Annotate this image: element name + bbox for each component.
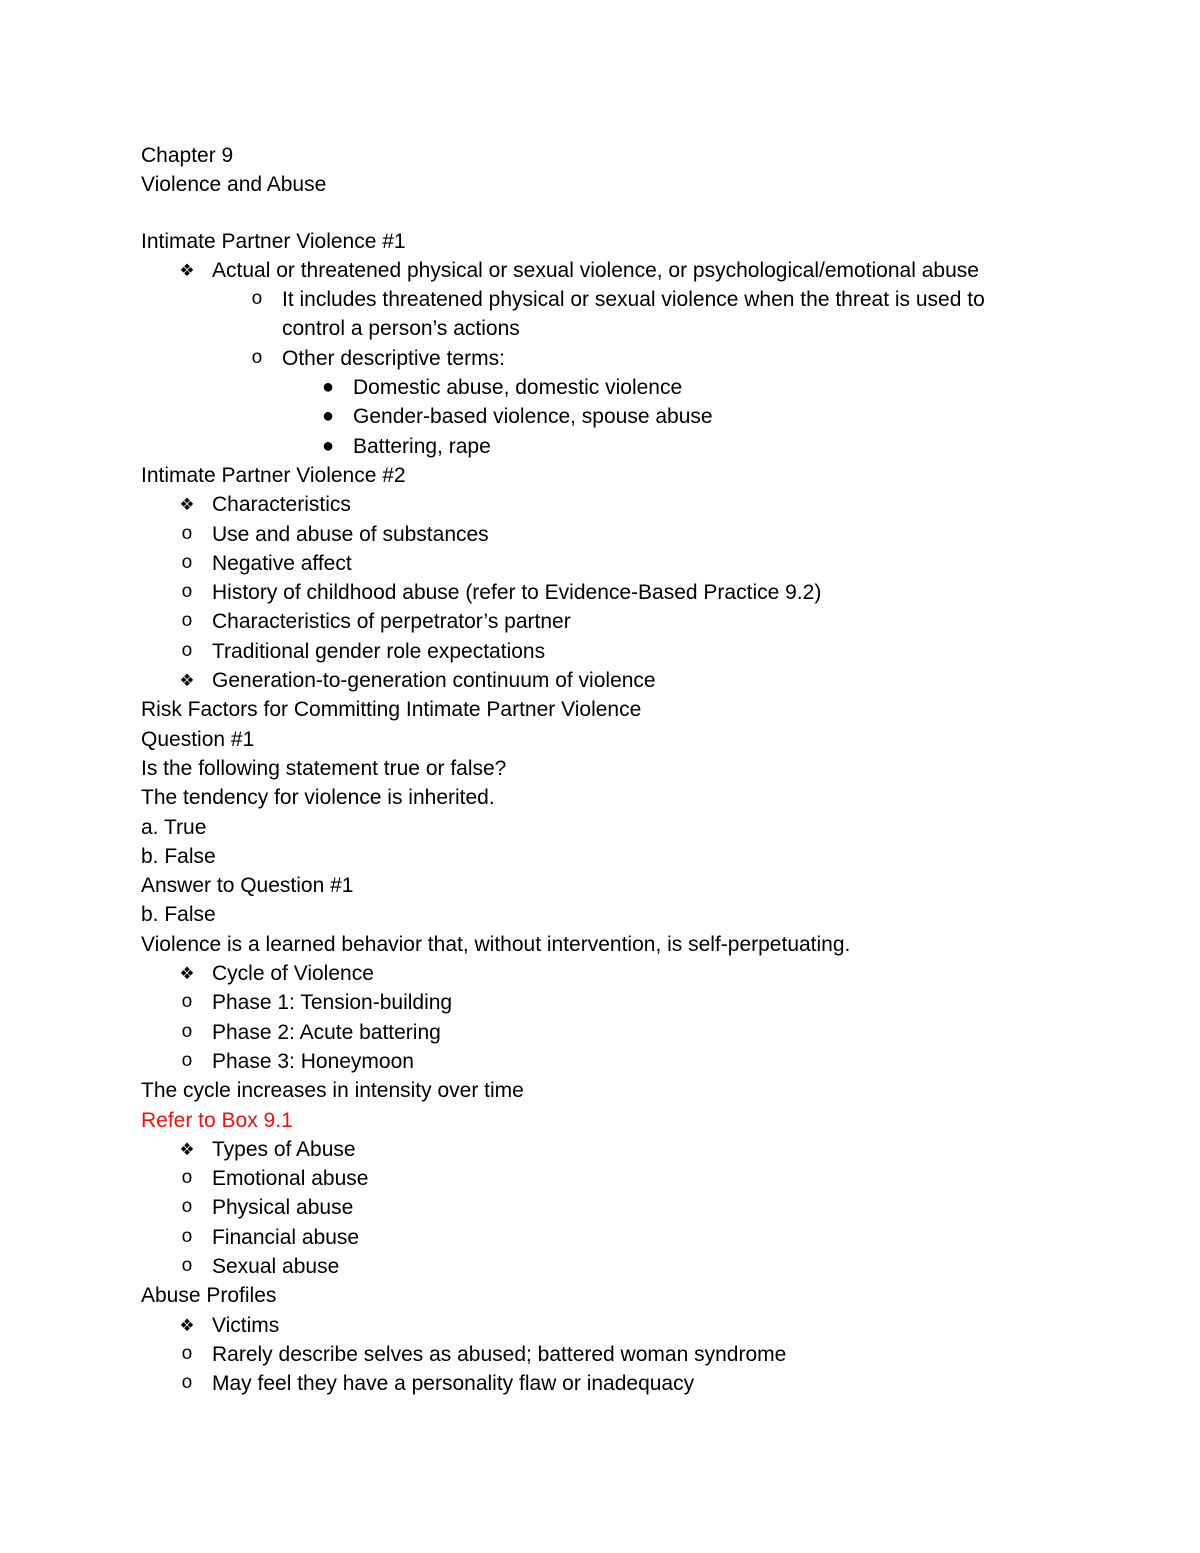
diamond-bullet-icon: ❖ [179,1315,195,1335]
list-item [141,490,1061,519]
list-item-text: Domestic abuse, domestic violence [353,376,683,400]
box-reference: Refer to Box 9.1 [141,1108,293,1132]
list-item [141,1252,1061,1281]
question-option-a: a. True [141,815,207,839]
dot-bullet-icon: ● [321,376,335,399]
list-item [141,1369,1061,1398]
list-item [141,520,1061,549]
risk-factors-heading: Risk Factors for Committing Intimate Partner Violence [141,698,642,722]
question-statement: The tendency for violence is inherited. [141,786,495,810]
list-item [141,344,1061,373]
circle-bullet-icon: o [181,1225,193,1248]
abuse-profiles-heading: Abuse Profiles [141,1284,277,1308]
answer-value: b. False [141,903,216,927]
list-item-text: Financial abuse [212,1225,360,1249]
list-item [141,1311,1061,1340]
list-item-text: Emotional abuse [212,1167,369,1191]
dot-bullet-icon: ● [321,405,335,428]
diamond-bullet-icon: ❖ [179,260,195,280]
dot-bullet-icon: ● [321,434,335,457]
list-item-text: Negative affect [212,551,352,575]
list-item-text: Phase 3: Honeymoon [212,1049,414,1073]
list-item [141,578,1061,607]
circle-bullet-icon: o [181,1167,193,1190]
circle-bullet-icon: o [181,1049,193,1072]
list-item-text: Characteristics of perpetrator’s partner [212,610,571,634]
list-item-text: Rarely describe selves as abused; battered woman syndrome [212,1342,787,1366]
diamond-bullet-icon: ❖ [179,671,195,691]
list-item-text: History of childhood abuse (refer to Evidence-Based Practice 9.2) [212,581,822,605]
list-item-text: Battering, rape [353,434,491,458]
list-item-text: Characteristics [212,493,351,517]
circle-bullet-icon: o [181,522,193,545]
circle-bullet-icon: o [251,288,263,311]
list-item-text: Physical abuse [212,1196,354,1220]
circle-bullet-icon: o [181,639,193,662]
list-item-text: Traditional gender role expectations [212,639,546,663]
list-item-text: Gender-based violence, spouse abuse [353,405,713,429]
list-item [141,988,1061,1017]
list-item-text: Use and abuse of substances [212,522,489,546]
chapter-title: Violence and Abuse [141,173,327,197]
question-option-b: b. False [141,844,216,868]
list-item [141,666,1061,695]
list-item-text: Sexual abuse [212,1254,340,1278]
list-item-text: Actual or threatened physical or sexual violence, or psychological/emotional abuse [212,258,979,282]
list-item-text: Generation-to-generation continuum of violence [212,669,656,693]
circle-bullet-icon: o [181,610,193,633]
list-item-text: Phase 2: Acute battering [212,1020,441,1044]
list-item [141,402,1061,431]
list-item [141,256,1061,285]
circle-bullet-icon: o [181,1254,193,1277]
list-item [141,1018,1061,1047]
blank-line [141,200,1061,227]
list-item [141,959,1061,988]
circle-bullet-icon: o [251,346,263,369]
document-body [141,141,1061,1398]
ipv2-heading: Intimate Partner Violence #2 [141,463,406,487]
diamond-bullet-icon: ❖ [179,495,195,515]
diamond-bullet-icon: ❖ [179,1139,195,1159]
list-item [141,432,1061,461]
question-prompt: Is the following statement true or false? [141,756,507,780]
cycle-note: The cycle increases in intensity over time [141,1079,524,1103]
circle-bullet-icon: o [181,1196,193,1219]
list-item [141,1135,1061,1164]
chapter-number: Chapter 9 [141,144,234,167]
list-item-text: Other descriptive terms: [282,346,505,370]
circle-bullet-icon: o [181,1372,193,1395]
list-item-text: Phase 1: Tension-building [212,991,453,1015]
list-item [141,373,1061,402]
list-item-text: Victims [212,1313,280,1337]
list-item [141,637,1061,666]
list-item [141,549,1061,578]
list-item-text: Types of Abuse [212,1137,356,1161]
list-item [141,285,1061,344]
circle-bullet-icon: o [181,551,193,574]
list-item [141,1047,1061,1076]
answer-explanation: Violence is a learned behavior that, without intervention, is self-perpetuating. [141,932,851,956]
diamond-bullet-icon: ❖ [179,964,195,984]
list-item [141,1340,1061,1369]
circle-bullet-icon: o [181,1342,193,1365]
question-label: Question #1 [141,727,255,751]
list-item [141,1223,1061,1252]
list-item [141,1193,1061,1222]
circle-bullet-icon: o [181,991,193,1014]
list-item [141,1164,1061,1193]
list-item-text: It includes threatened physical or sexual violence when the threat is used to control a person’s actions [282,288,985,341]
list-item-text: May feel they have a personality flaw or inadequacy [212,1372,695,1396]
circle-bullet-icon: o [181,581,193,604]
list-item-text: Cycle of Violence [212,962,374,986]
circle-bullet-icon: o [181,1020,193,1043]
list-item [141,607,1061,636]
ipv1-heading: Intimate Partner Violence #1 [141,229,406,253]
answer-label: Answer to Question #1 [141,874,354,898]
